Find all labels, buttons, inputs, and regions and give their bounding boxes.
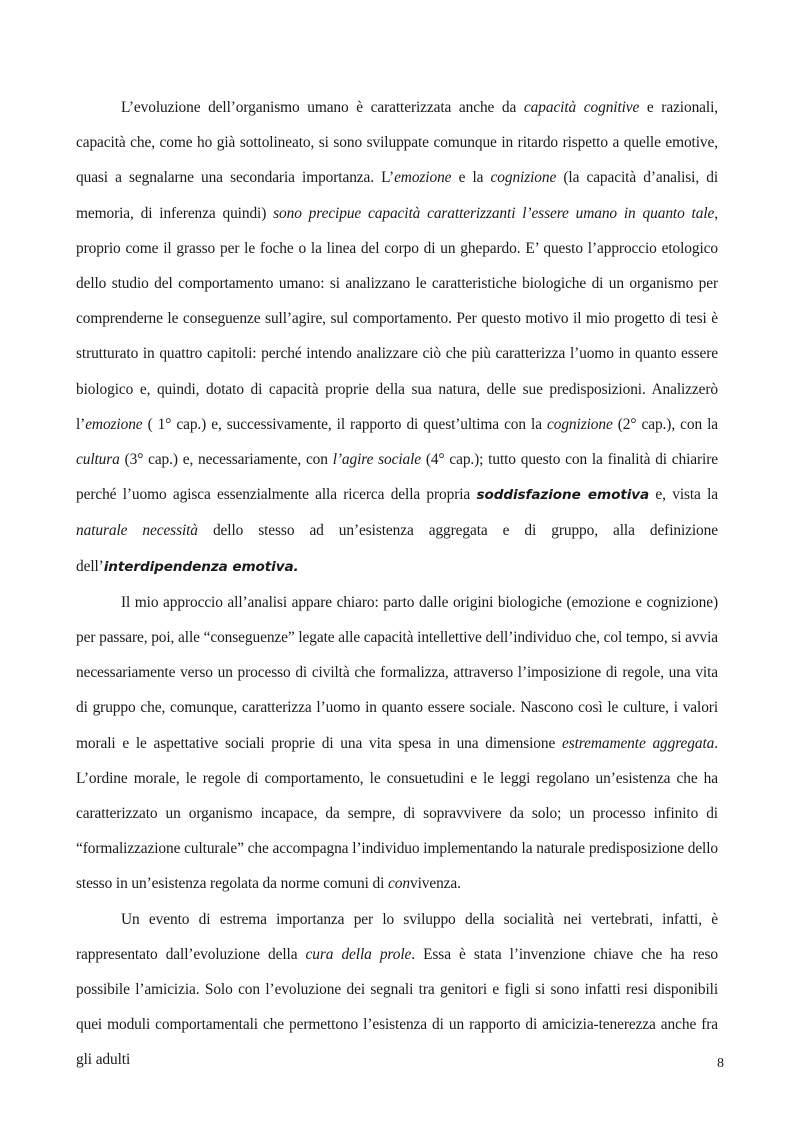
bold-italic-emphasis: soddisfazione emotiva xyxy=(476,487,650,504)
text-run: e la xyxy=(451,169,491,187)
italic-emphasis: con xyxy=(388,875,410,893)
text-run: dello stesso ad un’esistenza aggregata e di gruppo, alla definizione dell’ xyxy=(76,522,718,575)
paragraph-1 xyxy=(76,90,718,585)
body-text xyxy=(76,90,718,1078)
italic-emphasis: emozione xyxy=(85,415,143,433)
text-run: e razionali, capacità che, come ho già sottolineato, si sono sviluppate comunque in ritardo rispetto a quelle emotive, quasi a segnalarne una secondaria importanza. L’ xyxy=(76,99,718,187)
text-run: . Essa è stata l’invenzione chiave che ha reso possibile l’amicizia. Solo con l’evoluzione dei segnali tra genitori e figli si sono infatti resi disponibili quei moduli comportamentali che permettono l’esistenza di un rapporto di amicizia-tenerezza anche fra gli adulti xyxy=(76,945,718,1069)
italic-emphasis: cognizione xyxy=(547,415,613,433)
text-run: L’evoluzione dell’organismo umano è caratterizzata anche da xyxy=(121,99,524,116)
text-run: , proprio come il grasso per le foche o la linea del corpo di un ghepardo. E’ questo l’approccio etologico dello studio del comportamento umano: si analizzano le caratteristiche biologiche di un organismo per comprenderne le conseguenze sull’agire, sul comportamento. Per questo motivo il mio progetto di tesi è strutturato in quattro capitoli: perché intendo analizzare ciò che più caratterizza l’uomo in quanto essere biologico e, quindi, dotato di capacità proprie della sua natura, delle sue predisposizioni. Analizzerò l’ xyxy=(76,204,718,433)
text-run: Il mio approccio all’analisi appare chiaro: parto dalle origini biologiche (emozione e cognizione) per passare, poi, alle “conseguenze” legate alle capacità intellettive dell’individuo che, col tempo, si avvia necessariamente verso un processo di civiltà che formalizza, attraverso l’imposizione di regole, una vita di gruppo che, comunque, caratterizza l’uomo in quanto essere sociale. Nascono così le culture, i valori morali e le aspettative sociali proprie di una vita spesa in una dimensione xyxy=(76,593,718,752)
paragraph-2 xyxy=(76,585,718,902)
italic-emphasis: naturale necessità xyxy=(76,522,198,540)
text-run: vivenza. xyxy=(409,875,461,893)
italic-emphasis: emozione xyxy=(394,169,452,187)
page-number: 8 xyxy=(717,1056,724,1071)
italic-emphasis: cultura xyxy=(76,451,120,469)
text-run: (3° cap.) e, necessariamente, con xyxy=(119,451,333,469)
text-run: (4° cap.); tutto questo con la finalità di chiarire perché l’uomo agisca essenzialmente alla ricerca della propria xyxy=(76,451,718,504)
text-run: ( 1° cap.) e, successivamente, il rapporto di quest’ultima con la xyxy=(142,415,548,433)
text-run: . L’ordine morale, le regole di comportamento, le consuetudini e le leggi regolano un’esistenza che ha caratterizzato un organismo incapace, da sempre, di sopravvivere da solo; un processo infinito di “formalizzazione culturale” che accompagna l’individuo implementando la naturale predisposizione dello stesso in un’esistenza regolata da norme comuni di xyxy=(76,734,719,893)
italic-emphasis: sono precipue capacità caratterizzanti l’essere umano in quanto tale xyxy=(273,204,715,222)
text-run: e, vista la xyxy=(649,486,719,504)
text-run: (2° cap.), con la xyxy=(612,415,718,433)
italic-emphasis: l’agire sociale xyxy=(332,451,422,469)
italic-emphasis: estremamente aggregata xyxy=(561,734,715,752)
italic-emphasis: cura della prole xyxy=(305,945,412,963)
italic-emphasis: capacità cognitive xyxy=(523,99,640,116)
text-run: (la capacità d’analisi, di memoria, di inferenza quindi) xyxy=(76,169,718,222)
bold-italic-emphasis: interdipendenza emotiva. xyxy=(103,558,299,575)
text-run: Un evento di estrema importanza per lo sviluppo della socialità nei vertebrati, infatti, è rappresentato dall’evoluzione della xyxy=(76,910,718,963)
italic-emphasis: cognizione xyxy=(490,169,557,187)
paragraph-3 xyxy=(76,902,718,1078)
